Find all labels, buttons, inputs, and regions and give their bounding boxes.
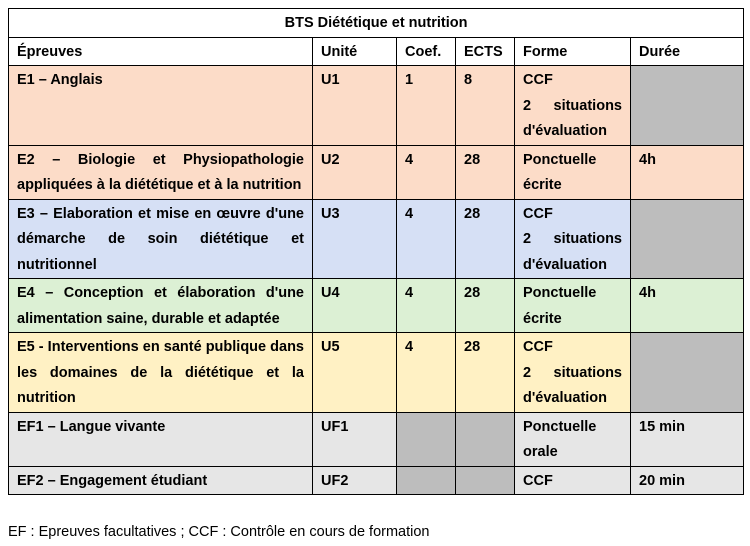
footnote: EF : Epreuves facultatives ; CCF : Contrôle en cours de formation xyxy=(8,524,430,540)
duree-cell: 4h xyxy=(631,145,744,199)
forme-line xyxy=(523,227,622,253)
ects-cell-empty xyxy=(456,412,515,466)
forme-line: d'évaluation xyxy=(523,123,608,139)
forme-cell xyxy=(515,466,631,495)
exam-table xyxy=(8,8,744,495)
table-row-e4 xyxy=(9,279,744,333)
forme-line: d'évaluation xyxy=(523,256,608,273)
title-row xyxy=(9,9,744,38)
table-row-e1 xyxy=(9,66,744,146)
coef-cell: 1 xyxy=(397,66,456,146)
unite-cell: U4 xyxy=(313,279,397,333)
header-forme: Forme xyxy=(515,37,631,66)
coef-cell: 4 xyxy=(397,279,456,333)
epreuve-cell: E5 - Interventions en santé publique dans les domaines de la diététique et la nutrition xyxy=(9,333,313,413)
ects-cell: 28 xyxy=(456,199,515,279)
table-row-ef1 xyxy=(9,412,744,466)
forme-line: CCF xyxy=(523,472,553,489)
forme-line: Ponctuelle xyxy=(523,418,597,435)
duree-cell-empty xyxy=(631,199,744,279)
unite-cell: U1 xyxy=(313,66,397,146)
header-row xyxy=(9,37,744,66)
forme-cell xyxy=(515,279,631,333)
epreuve-cell: E4 – Conception et élaboration d'une alimentation saine, durable et adaptée xyxy=(9,279,313,333)
duree-cell-empty xyxy=(631,333,744,413)
table-row-ef2 xyxy=(9,466,744,495)
forme-cell xyxy=(515,412,631,466)
epreuve-cell: E1 – Anglais xyxy=(9,66,313,146)
forme-line: CCF xyxy=(523,205,553,222)
forme-line: orale xyxy=(523,444,558,460)
forme-line: d'évaluation xyxy=(523,390,608,406)
header-epreuves: Épreuves xyxy=(9,37,313,66)
forme-cell xyxy=(515,145,631,199)
table-row-e3 xyxy=(9,199,744,279)
epreuve-cell: EF2 – Engagement étudiant xyxy=(9,466,313,495)
forme-line: Ponctuelle xyxy=(523,285,597,301)
forme-line xyxy=(523,361,622,387)
ects-cell-empty xyxy=(456,466,515,495)
duree-cell: 4h xyxy=(631,279,744,333)
forme-line: CCF xyxy=(523,72,553,88)
forme-word: situations xyxy=(553,231,622,247)
duree-cell: 15 min xyxy=(631,412,744,466)
unite-cell: U2 xyxy=(313,145,397,199)
forme-word: 2 xyxy=(523,231,532,247)
forme-cell xyxy=(515,333,631,413)
forme-cell xyxy=(515,66,631,146)
coef-cell-empty xyxy=(397,412,456,466)
epreuve-cell: EF1 – Langue vivante xyxy=(9,412,313,466)
coef-cell: 4 xyxy=(397,199,456,279)
duree-cell-empty xyxy=(631,66,744,146)
duree-cell: 20 min xyxy=(631,466,744,495)
epreuve-cell: E3 – Elaboration et mise en œuvre d'une démarche de soin diététique et nutritionnel xyxy=(9,199,313,279)
header-ects: ECTS xyxy=(456,37,515,66)
forme-word: situations xyxy=(553,364,622,381)
unite-cell: U3 xyxy=(313,199,397,279)
header-unite: Unité xyxy=(313,37,397,66)
forme-line: écrite xyxy=(523,177,562,193)
unite-cell: UF1 xyxy=(313,412,397,466)
forme-line xyxy=(523,94,622,120)
forme-word: 2 xyxy=(523,97,532,114)
header-coef: Coef. xyxy=(397,37,456,66)
ects-cell: 28 xyxy=(456,279,515,333)
ects-cell: 28 xyxy=(456,333,515,413)
forme-line: écrite xyxy=(523,310,562,327)
coef-cell: 4 xyxy=(397,145,456,199)
coef-cell: 4 xyxy=(397,333,456,413)
unite-cell: UF2 xyxy=(313,466,397,495)
ects-cell: 8 xyxy=(456,66,515,146)
table-title: BTS Diététique et nutrition xyxy=(9,9,744,38)
header-duree: Durée xyxy=(631,37,744,66)
forme-cell xyxy=(515,199,631,279)
forme-line: CCF xyxy=(523,339,553,355)
exam-table-container xyxy=(8,8,744,495)
ects-cell: 28 xyxy=(456,145,515,199)
unite-cell: U5 xyxy=(313,333,397,413)
coef-cell-empty xyxy=(397,466,456,495)
table-row-e2 xyxy=(9,145,744,199)
forme-word: 2 xyxy=(523,364,532,381)
epreuve-cell: E2 – Biologie et Physiopathologie appliquées à la diététique et à la nutrition xyxy=(9,145,313,199)
forme-word: situations xyxy=(553,97,622,114)
forme-line: Ponctuelle xyxy=(523,151,597,168)
table-row-e5 xyxy=(9,333,744,413)
